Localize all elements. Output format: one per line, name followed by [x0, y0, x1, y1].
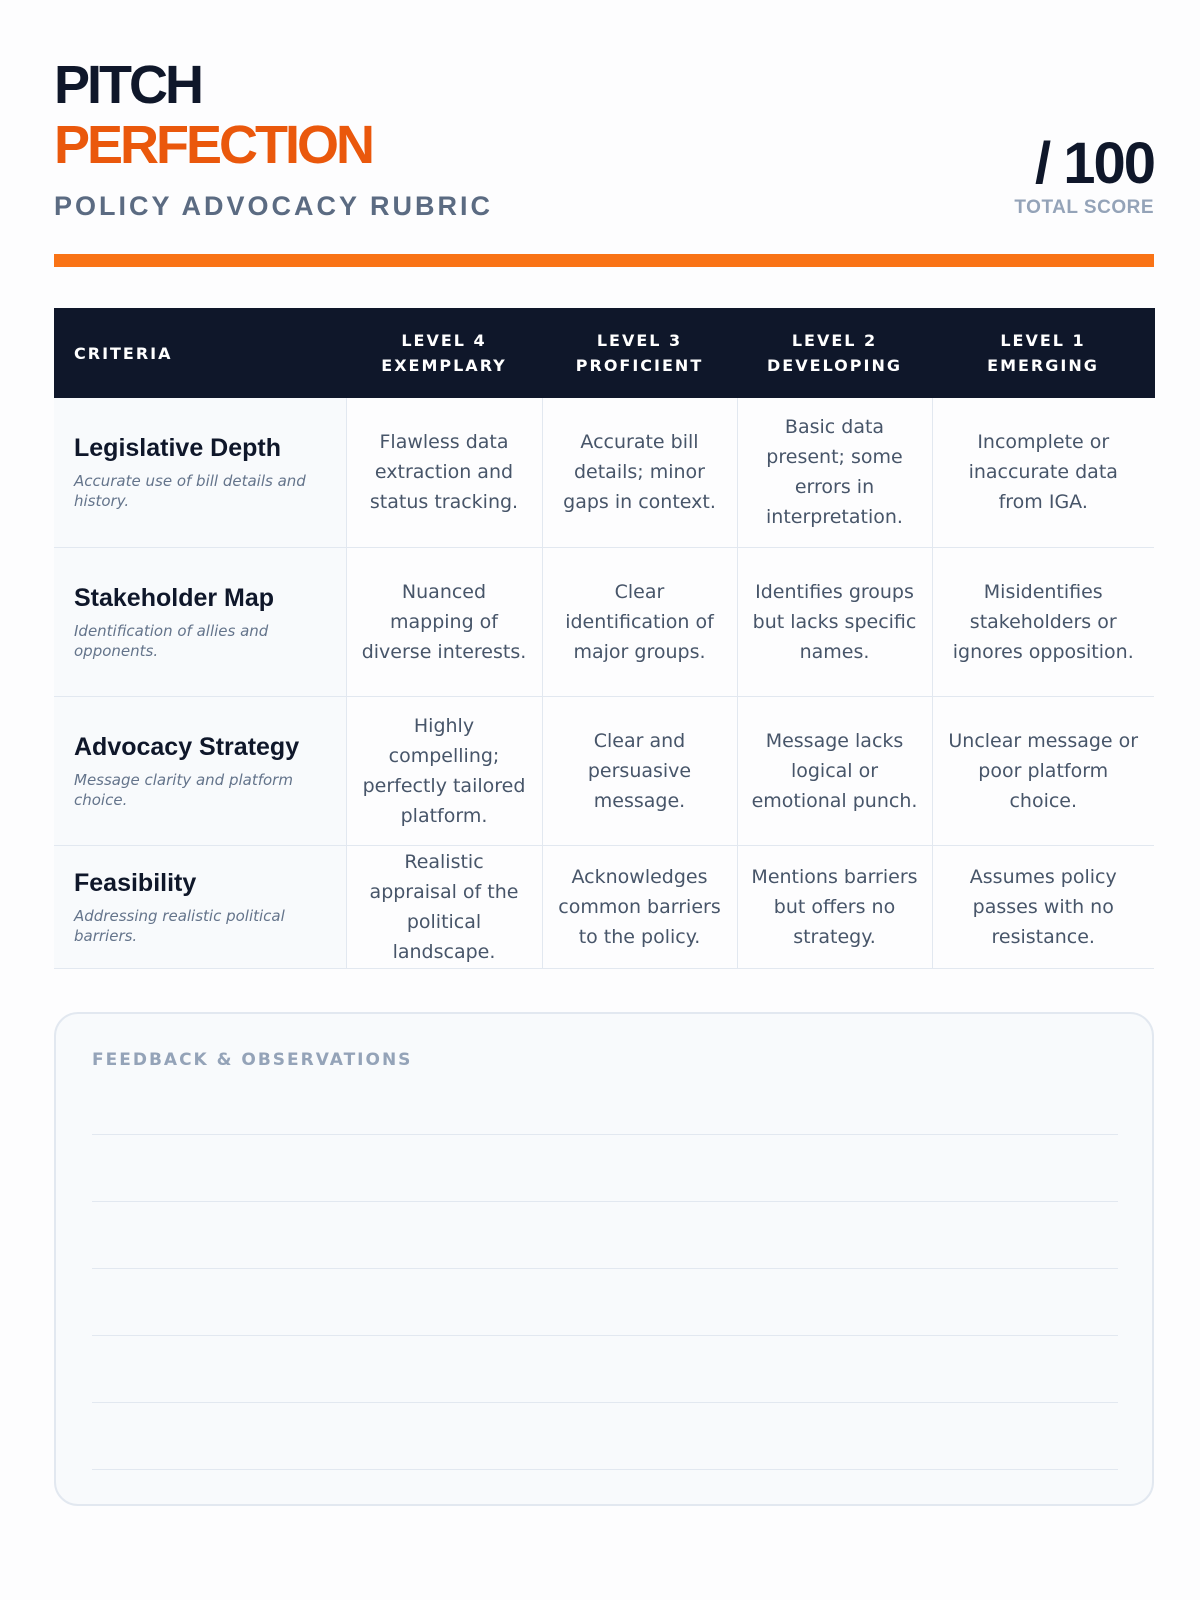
- title-line-1: PITCH: [54, 55, 201, 115]
- score-value: / 100: [1035, 131, 1154, 196]
- level-cell[interactable]: Highly compelling; perfectly tailored platform.: [346, 696, 542, 845]
- criteria-description: Addressing realistic political barriers.: [74, 906, 285, 945]
- column-header-rating: DEVELOPING: [767, 356, 902, 375]
- criteria-description: Message clarity and platform choice.: [74, 770, 293, 809]
- criteria-cell: [54, 547, 346, 696]
- column-header-level-4: [346, 308, 542, 398]
- title-line-2: PERFECTION: [54, 115, 373, 175]
- criteria-cell: [54, 696, 346, 845]
- table-row: [54, 547, 1154, 696]
- level-cell[interactable]: Realistic appraisal of the political landscape.: [346, 845, 542, 968]
- score-label: TOTAL SCORE: [1014, 197, 1154, 218]
- criteria-name: Advocacy Strategy: [74, 732, 300, 761]
- level-cell[interactable]: Basic data present; some errors in interpretation.: [737, 398, 932, 547]
- criteria-description: Identification of allies and opponents.: [74, 621, 269, 660]
- criteria-cell: [54, 398, 346, 547]
- header: [54, 55, 1154, 225]
- column-header-level: LEVEL 1: [1000, 331, 1086, 350]
- column-header-level: LEVEL 4: [401, 331, 487, 350]
- level-cell[interactable]: Nuanced mapping of diverse interests.: [346, 547, 542, 696]
- level-cell[interactable]: Acknowledges common barriers to the policy.: [542, 845, 737, 968]
- header-row: [54, 308, 1154, 398]
- column-header-criteria: [54, 308, 346, 398]
- writing-line: [92, 1134, 1118, 1135]
- level-cell[interactable]: Misidentifies stakeholders or ignores opposition.: [932, 547, 1154, 696]
- level-cell[interactable]: Accurate bill details; minor gaps in context.: [542, 398, 737, 547]
- level-cell[interactable]: Clear and persuasive message.: [542, 696, 737, 845]
- criteria-cell: [54, 845, 346, 968]
- column-header-level-1: [932, 308, 1154, 398]
- level-cell[interactable]: Flawless data extraction and status tracking.: [346, 398, 542, 547]
- table-row: [54, 845, 1154, 968]
- writing-line: [92, 1201, 1118, 1202]
- level-cell[interactable]: Unclear message or poor platform choice.: [932, 696, 1154, 845]
- feedback-box[interactable]: [54, 1012, 1154, 1506]
- writing-line: [92, 1335, 1118, 1336]
- level-cell[interactable]: Incomplete or inaccurate data from IGA.: [932, 398, 1154, 547]
- level-cell[interactable]: Mentions barriers but offers no strategy.: [737, 845, 932, 968]
- column-header-rating: PROFICIENT: [575, 356, 704, 375]
- table-row: [54, 398, 1154, 547]
- feedback-title: FEEDBACK & OBSERVATIONS: [92, 1050, 413, 1070]
- accent-divider: [54, 254, 1154, 267]
- column-header-level: LEVEL 2: [791, 331, 878, 350]
- criteria-name: Legislative Depth: [74, 434, 281, 463]
- table-row: [54, 696, 1154, 845]
- rubric-page: [54, 0, 1154, 1600]
- writing-line: [92, 1268, 1118, 1269]
- column-header-rating: EXEMPLARY: [381, 356, 507, 375]
- criteria-name: Stakeholder Map: [74, 583, 275, 612]
- total-score-box: [1014, 131, 1154, 219]
- column-header-label: CRITERIA: [74, 343, 173, 363]
- column-header-level: LEVEL 3: [596, 331, 683, 350]
- writing-line: [92, 1402, 1118, 1403]
- criteria-description: Accurate use of bill details and history.: [74, 472, 306, 511]
- rubric-table: [54, 308, 1155, 969]
- level-cell[interactable]: Identifies groups but lacks specific names.: [737, 547, 932, 696]
- column-header-level-2: [737, 308, 932, 398]
- writing-line: [92, 1469, 1118, 1470]
- rubric-subtitle: POLICY ADVOCACY RUBRIC: [54, 191, 494, 221]
- level-cell[interactable]: Message lacks logical or emotional punch.: [737, 696, 932, 845]
- level-cell[interactable]: Clear identification of major groups.: [542, 547, 737, 696]
- criteria-name: Feasibility: [74, 868, 197, 897]
- level-cell[interactable]: Assumes policy passes with no resistance.: [932, 845, 1154, 968]
- column-header-level-3: [542, 308, 737, 398]
- column-header-rating: EMERGING: [987, 356, 1099, 375]
